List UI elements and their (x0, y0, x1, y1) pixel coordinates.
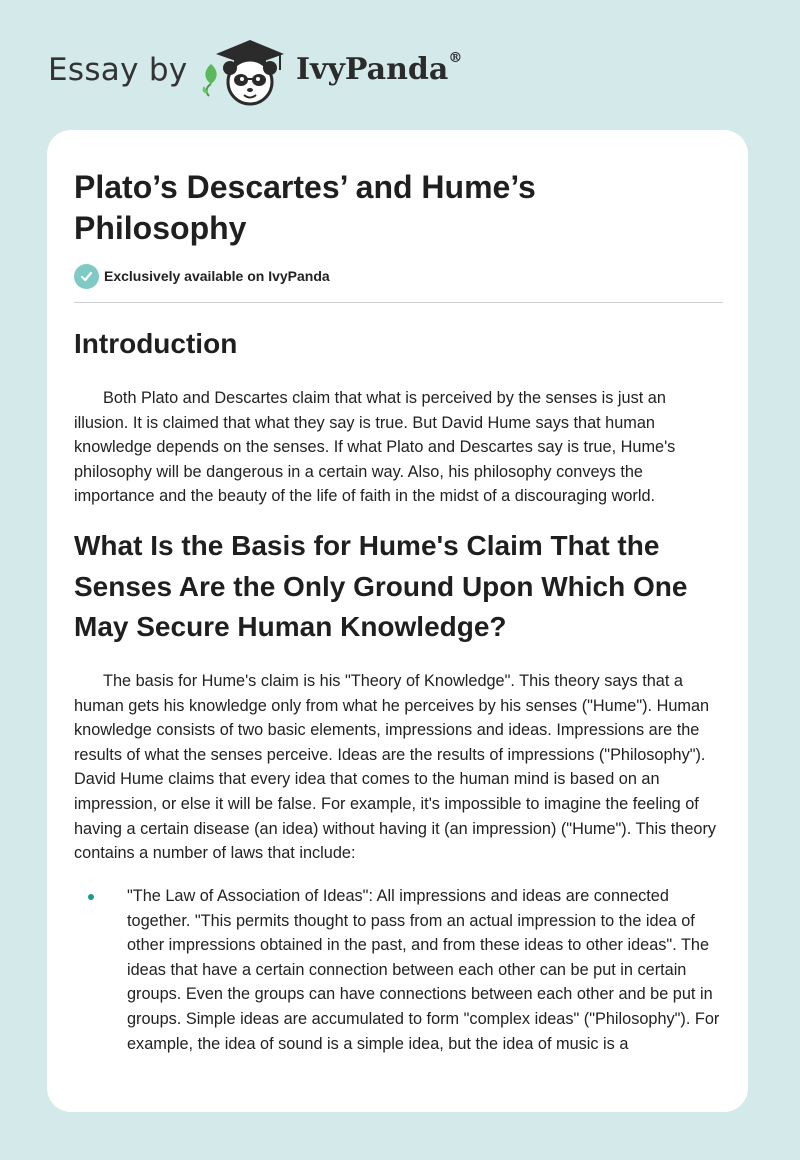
bullet-icon (88, 894, 94, 900)
list-item (74, 884, 723, 1056)
site-header (0, 0, 800, 130)
page-title: Plato’s Descartes’ and Hume’s Philosophy (74, 169, 536, 246)
panda-graduate-icon[interactable] (208, 36, 288, 108)
laws-list (74, 884, 723, 1056)
essay-card (47, 130, 748, 1112)
brand-name[interactable]: IvyPanda® (296, 50, 463, 87)
paragraph-hume-basis: The basis for Hume's claim is his "Theory of Knowledge". This theory says that a human gets his knowledge only from what he perceives by his senses ("Hume"). Human knowledge consists of two basic elements, impressions and ideas. Impressions are the results of what the senses perceive. Ideas are the results of impressions ("Philosophy"). David Hume claims that every idea that comes to the human mind is based on an impression, or else it will be false. For example, it's impossible to imagine the feeling of having a certain disease (an idea) without having it (an impression) ("Hume"). This theory contains a number of laws that include: (74, 672, 717, 863)
section-heading-hume-basis: What Is the Basis for Hume's Claim That the Senses Are the Only Ground Upon Which One May Secure Human Knowledge? (74, 530, 688, 642)
list-item-text: "The Law of Association of Ideas": All impressions and ideas are connected together. "This permits thought to pass from an actual impression to the idea of other impressions obtained in the past, and from these ideas to other ideas". The ideas that have a certain connection between each other can be put in certain groups. Even the groups can have connections between each other and be put in groups. Simple ideas are accumulated to form "complex ideas" ("Philosophy"). For example, the idea of sound is a simple idea, but the idea of music is a (127, 887, 720, 1053)
divider (74, 302, 723, 303)
check-circle-icon (74, 264, 99, 289)
section-heading-introduction: Introduction (74, 328, 238, 359)
essay-by-label: Essay by (48, 52, 188, 88)
paragraph-introduction: Both Plato and Descartes claim that what is perceived by the senses is just an illusion. It is claimed that what they say is true. But David Hume says that human knowledge depends on the senses. If what Plato and Descartes say is true, Hume's philosophy will be dangerous in a certain way. Also, his philosophy conveys the importance and the beauty of the life of faith in the midst of a discouraging world. (74, 389, 676, 506)
exclusive-badge (74, 263, 330, 289)
badge-text: Exclusively available on IvyPanda (104, 268, 330, 284)
registered-mark: ® (448, 50, 463, 66)
